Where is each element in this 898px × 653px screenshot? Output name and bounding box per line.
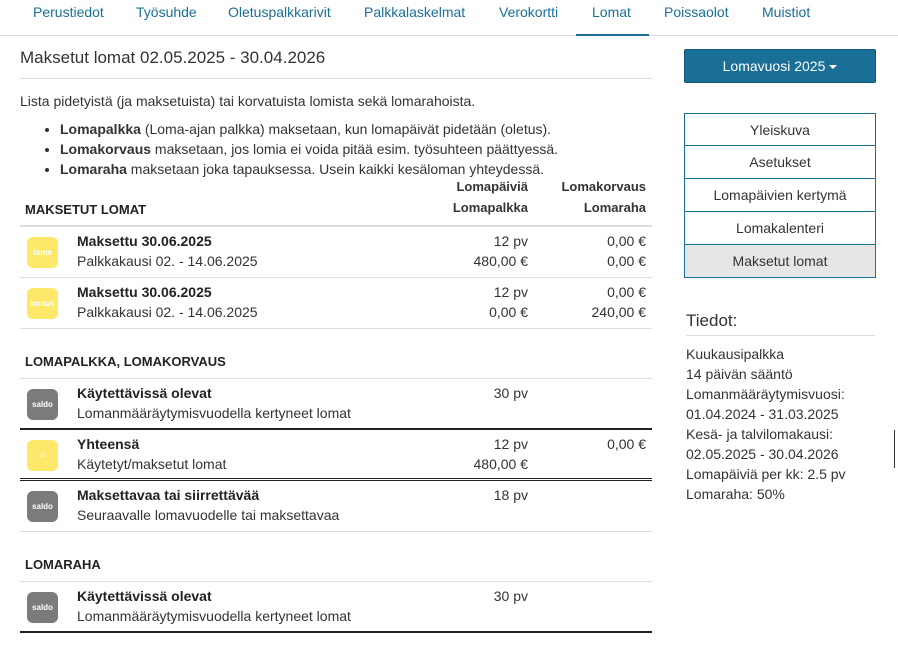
row-days: 30 pv: [493, 588, 528, 604]
row-title: Maksettu 30.06.2025: [77, 284, 212, 300]
pay-section-header: [20, 329, 652, 379]
bullet-term: Lomaraha: [60, 161, 127, 177]
side-nav-overview[interactable]: Yleiskuva: [684, 113, 876, 146]
holiday-year-dropdown[interactable]: [684, 49, 876, 83]
info-line: Kesä- ja talvilomakausi:: [686, 426, 834, 442]
row-compensation: 0,00 €: [607, 233, 646, 249]
info-line: Lomapäiviä per kk: 2.5 pv: [686, 466, 846, 482]
row-compensation: 0,00 €: [607, 284, 646, 300]
info-bullets: [60, 119, 652, 179]
saldo-badge-icon: saldo: [27, 592, 58, 623]
window-edge: [894, 430, 898, 468]
page-title: Maksetut lomat 02.05.2025 - 30.04.2026: [20, 48, 652, 79]
bullet-text: maksetaan, jos lomia ei voida pitää esim. työsuhteen päättyessä.: [151, 141, 559, 157]
row-holiday-pay: 480,00 €: [473, 456, 528, 472]
side-nav-accrual[interactable]: Lomapäivien kertymä: [684, 179, 876, 212]
saldo-badge-icon: saldo: [27, 389, 58, 420]
tab-lomat[interactable]: Lomat: [576, 0, 649, 36]
row-days: 12 pv: [493, 284, 528, 300]
info-line: Lomaraha: 50%: [686, 486, 785, 502]
paid-section-header: [20, 181, 652, 227]
row-title: Käytettävissä olevat: [77, 588, 212, 604]
paid-section-title: MAKSETUT LOMAT: [25, 202, 147, 217]
row-days: 30 pv: [493, 385, 528, 401]
col1-header-line2: Lomapalkka: [452, 200, 528, 215]
side-nav: [684, 113, 876, 278]
table-row[interactable]: [20, 582, 652, 633]
bullet-text: maksetaan joka tapauksessa. Usein kaikki kesäloman yhteydessä.: [126, 161, 545, 177]
bonus-badge-icon: bonus: [27, 288, 58, 319]
row-subtitle: Palkkakausi 02. - 14.06.2025: [77, 253, 258, 269]
col1-header-line1: Lomapäiviä: [456, 179, 528, 194]
tab-perustiedot[interactable]: Perustiedot: [33, 4, 104, 20]
row-subtitle: Lomanmääräytymisvuodella kertyneet lomat: [77, 608, 351, 624]
info-line: 01.04.2024 - 31.03.2025: [686, 406, 839, 422]
side-nav-paid-holidays[interactable]: Maksetut lomat: [684, 245, 876, 278]
bullet-item: [60, 139, 652, 159]
row-subtitle: Käytetyt/maksetut lomat: [77, 456, 227, 472]
col1-header: [453, 176, 528, 218]
table-row[interactable]: [20, 278, 652, 329]
row-title: Maksettavaa tai siirrettävää: [77, 487, 260, 503]
row-subtitle: Palkkakausi 02. - 14.06.2025: [77, 304, 258, 320]
info-panel: [686, 344, 876, 504]
bonus-section-header: [20, 532, 652, 582]
bonus-section-title: LOMARAHA: [25, 557, 101, 572]
info-line: 02.05.2025 - 30.04.2026: [686, 446, 839, 462]
tab-palkkalaskelmat[interactable]: Palkkalaskelmat: [364, 4, 466, 20]
row-days: 12 pv: [493, 436, 528, 452]
info-title: Tiedot:: [686, 311, 875, 336]
bullet-term: Lomakorvaus: [60, 141, 152, 157]
row-subtitle: Lomanmääräytymisvuodella kertyneet lomat: [77, 405, 351, 421]
tab-verokortti[interactable]: Verokortti: [499, 4, 559, 20]
row-holiday-pay: 0,00 €: [489, 304, 528, 320]
table-row[interactable]: [20, 481, 652, 532]
intro-text: Lista pidetyistä (ja maksetuista) tai korvatuista lomista sekä lomarahoista.: [20, 93, 476, 109]
side-nav-calendar[interactable]: Lomakalenteri: [684, 212, 876, 245]
holiday-year-label: Lomavuosi 2025: [722, 58, 826, 74]
table-row[interactable]: [20, 227, 652, 278]
caret-down-icon: [829, 65, 837, 69]
tab-poissaolot[interactable]: Poissaolot: [664, 4, 729, 20]
info-line: Lomanmääräytymisvuosi:: [686, 386, 845, 402]
row-title: Yhteensä: [77, 436, 140, 452]
row-holiday-bonus: 240,00 €: [591, 304, 646, 320]
tab-oletuspalkkarivit[interactable]: Oletuspalkkarivit: [228, 4, 331, 20]
row-title: Maksettu 30.06.2025: [77, 233, 212, 249]
row-compensation: 0,00 €: [607, 436, 646, 452]
top-tabs: [0, 0, 898, 36]
info-line: Kuukausipalkka: [686, 346, 785, 362]
tab-tyosuhde[interactable]: Työsuhde: [136, 4, 197, 20]
side-nav-settings[interactable]: Asetukset: [684, 146, 876, 179]
table-row[interactable]: [20, 430, 652, 481]
loma-badge-icon: loma: [27, 237, 58, 268]
col2-header: [561, 176, 646, 218]
equals-badge-icon: =: [27, 440, 58, 471]
main-content: [20, 48, 652, 633]
table-row[interactable]: [20, 379, 652, 430]
row-holiday-pay: 480,00 €: [473, 253, 528, 269]
bullet-item: [60, 119, 652, 139]
row-title: Käytettävissä olevat: [77, 385, 212, 401]
col2-header-line1: Lomakorvaus: [561, 179, 646, 194]
info-line: 14 päivän sääntö: [686, 366, 793, 382]
row-days: 18 pv: [493, 487, 528, 503]
bullet-text: (Loma-ajan palkka) maksetaan, kun lomapäivät pidetään (oletus).: [140, 121, 552, 137]
row-days: 12 pv: [493, 233, 528, 249]
row-subtitle: Seuraavalle lomavuodelle tai maksettavaa: [77, 507, 340, 523]
pay-section-title: LOMAPALKKA, LOMAKORVAUS: [25, 354, 226, 369]
row-holiday-bonus: 0,00 €: [607, 253, 646, 269]
tab-muistiot[interactable]: Muistiot: [762, 4, 811, 20]
col2-header-line2: Lomaraha: [583, 200, 646, 215]
bullet-term: Lomapalkka: [60, 121, 141, 137]
saldo-badge-icon: saldo: [27, 491, 58, 522]
